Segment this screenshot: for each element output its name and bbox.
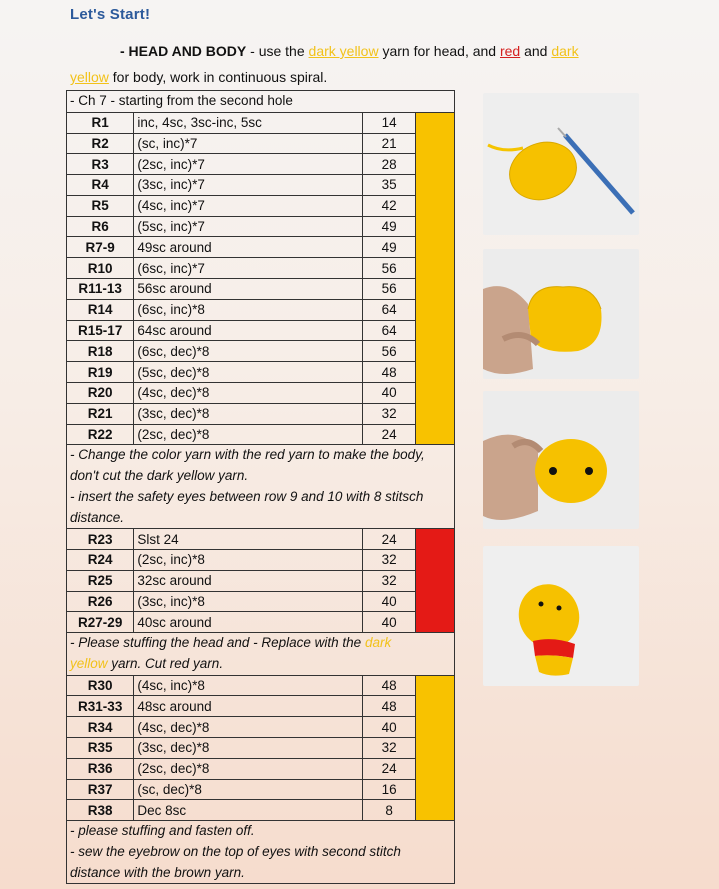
- round-instruction: (sc, inc)*7: [134, 133, 363, 154]
- note-after-r22: [67, 445, 455, 529]
- start-note: [67, 91, 455, 113]
- stitch-count: 35: [363, 175, 416, 196]
- table-row: [67, 112, 455, 133]
- table-row: [67, 675, 455, 696]
- round-number: R18: [67, 341, 134, 362]
- round-number: R1: [67, 112, 134, 133]
- round-number: R22: [67, 424, 134, 445]
- table-row: [67, 216, 455, 237]
- round-instruction: (2sc, inc)*8: [134, 550, 363, 571]
- photo-head-hand: [483, 249, 639, 379]
- stitch-count: 28: [363, 154, 416, 175]
- note-after-r29: [67, 633, 455, 675]
- table-row: [67, 175, 455, 196]
- round-number: R7-9: [67, 237, 134, 258]
- round-number: R25: [67, 570, 134, 591]
- stitch-count: 48: [363, 362, 416, 383]
- stitch-count: 49: [363, 237, 416, 258]
- round-instruction: 49sc around: [134, 237, 363, 258]
- stitch-count: 56: [363, 279, 416, 300]
- table-row: [67, 779, 455, 800]
- photo-head-hand-image: [483, 249, 639, 379]
- table-row: [67, 717, 455, 738]
- round-instruction: 40sc around: [134, 612, 363, 633]
- intro-text-part: yarn for head, and: [378, 43, 500, 59]
- note-after-r22-cell: [67, 445, 455, 529]
- stitch-count: 56: [363, 341, 416, 362]
- table-row: [67, 529, 455, 550]
- table-row: [67, 237, 455, 258]
- table-row: [67, 800, 455, 821]
- round-number: R30: [67, 675, 134, 696]
- pattern-table: [66, 90, 455, 884]
- yarn-color-swatch: [416, 529, 455, 633]
- round-number: R38: [67, 800, 134, 821]
- round-instruction: (4sc, inc)*8: [134, 675, 363, 696]
- note-line: - Please stuffing the head and - Replace with the: [70, 635, 365, 651]
- round-instruction: 32sc around: [134, 570, 363, 591]
- table-row: [67, 279, 455, 300]
- round-number: R37: [67, 779, 134, 800]
- stitch-count: 32: [363, 550, 416, 571]
- round-number: R31-33: [67, 696, 134, 717]
- round-instruction: (3sc, dec)*8: [134, 403, 363, 424]
- stitch-count: 40: [363, 717, 416, 738]
- round-instruction: (2sc, dec)*8: [134, 758, 363, 779]
- photo-head-eyes-image: [483, 391, 639, 529]
- round-number: R3: [67, 154, 134, 175]
- section-heading: - HEAD AND BODY: [120, 43, 247, 59]
- round-number: R19: [67, 362, 134, 383]
- table-row: [67, 258, 455, 279]
- round-instruction: (4sc, dec)*8: [134, 717, 363, 738]
- round-instruction: (6sc, inc)*8: [134, 299, 363, 320]
- stitch-count: 32: [363, 403, 416, 424]
- round-instruction: inc, 4sc, 3sc-inc, 5sc: [134, 112, 363, 133]
- round-number: R6: [67, 216, 134, 237]
- note-line: - sew the eyebrow on the top of eyes with second stitch distance with the brown yarn.: [70, 843, 401, 880]
- round-instruction: (4sc, inc)*7: [134, 195, 363, 216]
- note-after-r29-cell: [67, 633, 455, 675]
- dark-label: dark: [364, 635, 392, 651]
- stitch-count: 32: [363, 570, 416, 591]
- note-line: - insert the safety eyes between row 9 and 10 with 8 stitsch distance.: [70, 488, 424, 525]
- table-row: [67, 738, 455, 759]
- dark-yellow-label: dark yellow: [308, 43, 379, 59]
- table-row: [67, 591, 455, 612]
- yellow-label: yellow: [70, 655, 108, 671]
- round-number: R23: [67, 529, 134, 550]
- stitch-count: 56: [363, 258, 416, 279]
- round-number: R24: [67, 550, 134, 571]
- round-number: R21: [67, 403, 134, 424]
- final-note: [67, 821, 455, 884]
- stitch-count: 40: [363, 612, 416, 633]
- stitch-count: 40: [363, 383, 416, 404]
- table-row: [67, 570, 455, 591]
- stitch-count: 16: [363, 779, 416, 800]
- round-instruction: (2sc, dec)*8: [134, 424, 363, 445]
- round-number: R15-17: [67, 320, 134, 341]
- table-row: [67, 154, 455, 175]
- round-number: R26: [67, 591, 134, 612]
- final-note-cell: [67, 821, 455, 884]
- table-row: [67, 383, 455, 404]
- yellow-label: yellow: [70, 69, 109, 85]
- yarn-color-swatch: [416, 675, 455, 821]
- round-instruction: Dec 8sc: [134, 800, 363, 821]
- stitch-count: 24: [363, 758, 416, 779]
- photo-finished-doll: [483, 546, 639, 686]
- note-line: yarn. Cut red yarn.: [107, 655, 224, 671]
- note-line: - Change the color yarn with the red yarn to make the body, don't cut the dark yellow yarn.: [70, 447, 425, 484]
- round-number: R34: [67, 717, 134, 738]
- stitch-count: 42: [363, 195, 416, 216]
- table-row: [67, 758, 455, 779]
- round-instruction: 56sc around: [134, 279, 363, 300]
- table-row: [67, 341, 455, 362]
- round-instruction: (5sc, dec)*8: [134, 362, 363, 383]
- stitch-count: 21: [363, 133, 416, 154]
- round-instruction: (3sc, dec)*8: [134, 738, 363, 759]
- round-instruction: (4sc, dec)*8: [134, 383, 363, 404]
- round-instruction: (3sc, inc)*7: [134, 175, 363, 196]
- table-row: [67, 133, 455, 154]
- intro-text: [70, 38, 630, 90]
- round-number: R20: [67, 383, 134, 404]
- round-instruction: Slst 24: [134, 529, 363, 550]
- round-number: R35: [67, 738, 134, 759]
- red-label: red: [499, 43, 521, 59]
- stitch-count: 24: [363, 424, 416, 445]
- round-instruction: (5sc, inc)*7: [134, 216, 363, 237]
- photo-head-eyes: [483, 391, 639, 529]
- round-instruction: (2sc, inc)*7: [134, 154, 363, 175]
- round-instruction: (6sc, inc)*7: [134, 258, 363, 279]
- dark-label: dark: [551, 43, 579, 59]
- stitch-count: 48: [363, 675, 416, 696]
- note-line: - Ch 7 - starting from the second hole: [70, 93, 293, 108]
- table-row: [67, 362, 455, 383]
- intro-text-part: and: [520, 43, 552, 59]
- page-title: Let's Start!: [70, 6, 151, 23]
- round-instruction: 64sc around: [134, 320, 363, 341]
- table-row: [67, 403, 455, 424]
- table-row: [67, 299, 455, 320]
- table-row: [67, 612, 455, 633]
- round-number: R5: [67, 195, 134, 216]
- stitch-count: 64: [363, 299, 416, 320]
- photo-head-start-image: [483, 93, 639, 235]
- photo-head-start: [483, 93, 639, 235]
- round-number: R36: [67, 758, 134, 779]
- stitch-count: 48: [363, 696, 416, 717]
- round-number: R10: [67, 258, 134, 279]
- round-instruction: (6sc, dec)*8: [134, 341, 363, 362]
- round-number: R11-13: [67, 279, 134, 300]
- intro-text-part: for body, work in continuous spiral.: [108, 69, 328, 85]
- table-row: [67, 550, 455, 571]
- stitch-count: 49: [363, 216, 416, 237]
- note-line: - please stuffing and fasten off.: [70, 823, 255, 839]
- round-instruction: 48sc around: [134, 696, 363, 717]
- round-number: R2: [67, 133, 134, 154]
- round-number: R27-29: [67, 612, 134, 633]
- round-instruction: (3sc, inc)*8: [134, 591, 363, 612]
- stitch-count: 40: [363, 591, 416, 612]
- start-note-cell: [67, 91, 455, 113]
- yarn-color-swatch: [416, 112, 455, 445]
- table-row: [67, 424, 455, 445]
- table-row: [67, 320, 455, 341]
- photo-finished-doll-image: [483, 546, 639, 686]
- round-number: R4: [67, 175, 134, 196]
- round-number: R14: [67, 299, 134, 320]
- table-row: [67, 195, 455, 216]
- intro-text-part: - use the: [246, 43, 309, 59]
- stitch-count: 24: [363, 529, 416, 550]
- stitch-count: 8: [363, 800, 416, 821]
- table-row: [67, 696, 455, 717]
- stitch-count: 32: [363, 738, 416, 759]
- round-instruction: (sc, dec)*8: [134, 779, 363, 800]
- stitch-count: 14: [363, 112, 416, 133]
- stitch-count: 64: [363, 320, 416, 341]
